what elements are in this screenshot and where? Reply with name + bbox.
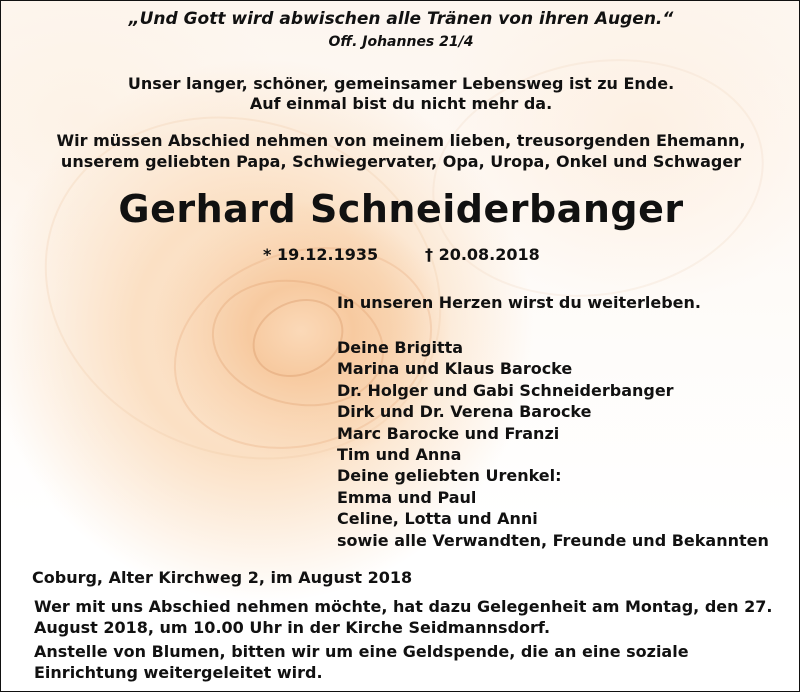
bible-quote-reference: Off. Johannes 21/4 xyxy=(328,34,474,50)
donation-notice: Anstelle von Blumen, bitten wir um eine Geldspende, die an eine soziale Einrichtung weitergeleitet wird. xyxy=(34,642,689,682)
service-notice: Wer mit uns Abschied nehmen möchte, hat dazu Gelegenheit am Montag, den 27. August 2018, um 10.00 Uhr in der Kirche Seidmannsdorf. xyxy=(34,597,773,637)
mourner-line: Marc Barocke und Franzi xyxy=(337,423,560,443)
mourner-line: sowie alle Verwandten, Freunde und Bekannten xyxy=(337,530,769,550)
mourner-line: Deine Brigitta xyxy=(337,338,464,357)
bible-quote: „Und Gott wird abwischen alle Tränen von ihren Augen.“ xyxy=(128,9,674,29)
farewell-line-1: Wir müssen Abschied nehmen von meinem lieben, treusorgenden Ehemann, xyxy=(56,131,746,150)
place-and-date: Coburg, Alter Kirchweg 2, im August 2018 xyxy=(32,568,413,587)
mourners-list xyxy=(337,337,769,551)
birth-date: * 19.12.1935 xyxy=(263,245,379,264)
mourner-line: Emma und Paul xyxy=(337,487,477,507)
death-date: † 20.08.2018 xyxy=(425,245,540,264)
remembrance-line: In unseren Herzen wirst du weiterleben. xyxy=(337,293,701,312)
mourner-line: Tim und Anna xyxy=(337,445,462,465)
mourner-line: Marina und Klaus Barocke xyxy=(337,359,573,379)
intro-line-1: Unser langer, schöner, gemeinsamer Lebensweg ist zu Ende. xyxy=(127,74,675,93)
mourner-line: Dirk und Dr. Verena Barocke xyxy=(337,402,592,422)
intro-line-2: Auf einmal bist du nicht mehr da. xyxy=(249,94,553,113)
farewell-line-2: unserem geliebten Papa, Schwiegervater, Opa, Uropa, Onkel und Schwager xyxy=(60,152,742,171)
mourner-line: Deine geliebten Urenkel: xyxy=(337,466,562,486)
mourner-line: Dr. Holger und Gabi Schneiderbanger xyxy=(337,380,674,400)
mourner-line: Celine, Lotta und Anni xyxy=(337,509,538,529)
deceased-name: Gerhard Schneiderbanger xyxy=(118,187,684,231)
